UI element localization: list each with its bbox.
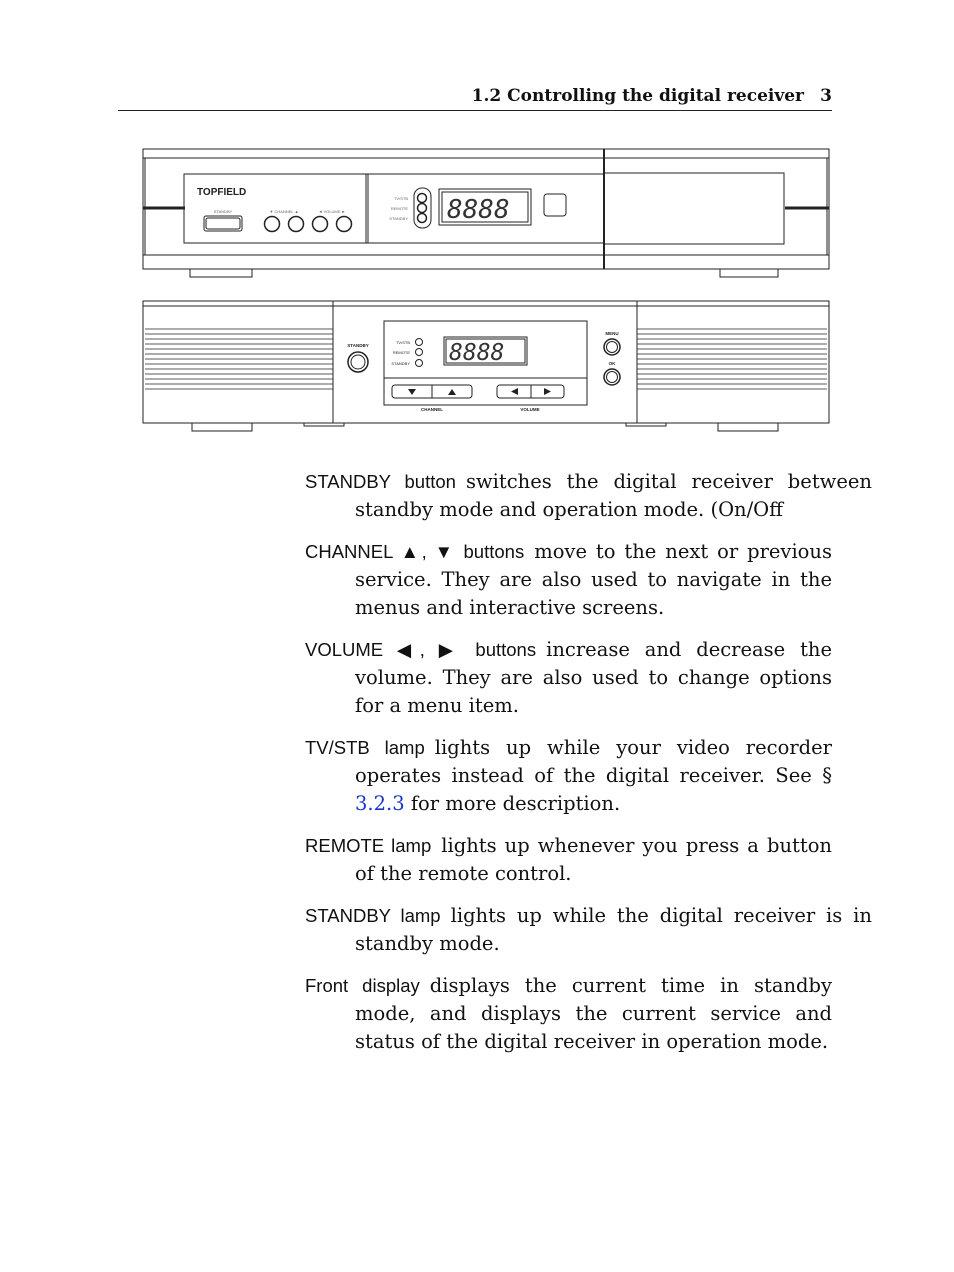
bottom-standby-label: STANDBY bbox=[347, 343, 369, 348]
running-header bbox=[118, 86, 832, 111]
term: CHANNEL ▲, ▼ buttons bbox=[305, 541, 525, 562]
bottom-standby-lamp-label: STANDBY bbox=[391, 361, 410, 366]
bottom-ok-label: OK bbox=[608, 361, 616, 366]
page-number: 3 bbox=[820, 86, 832, 106]
definition-list bbox=[305, 468, 872, 1070]
receiver-illustration bbox=[140, 146, 832, 436]
channel-up-icon bbox=[448, 389, 456, 395]
term: STANDBY button bbox=[305, 471, 456, 492]
term: STANDBY lamp bbox=[305, 905, 441, 926]
top-volume-label: ◄ VOLUME ► bbox=[318, 209, 346, 214]
top-channel-label: ▼ CHANNEL ▲ bbox=[269, 209, 299, 214]
bottom-menu-label: MENU bbox=[605, 331, 619, 336]
section-link[interactable]: 3.2.3 bbox=[355, 792, 405, 815]
definition-standby-lamp: STANDBY lamp lights up while the digital receiver is in standby mode. bbox=[305, 904, 872, 955]
definition-channel-buttons: CHANNEL ▲, ▼ buttons move to the next or previous service. They are also used to navigate in the menus and interactive screens. bbox=[305, 540, 832, 619]
term: VOLUME ◀, ▶ buttons bbox=[305, 639, 537, 660]
term: REMOTE lamp bbox=[305, 835, 432, 856]
top-standby-lamp-label: STANDBY bbox=[389, 216, 408, 221]
channel-down-icon bbox=[408, 389, 416, 395]
definition-volume-buttons: VOLUME ◀, ▶ buttons increase and decrease the volume. They are also used to change options for a menu item. bbox=[305, 638, 832, 717]
receiver-front-panel-figure bbox=[140, 146, 832, 436]
definition-remote-lamp: REMOTE lamp lights up whenever you press a button of the remote control. bbox=[305, 834, 832, 885]
volume-left-icon bbox=[511, 388, 518, 395]
bottom-tvstb-label: TV/STB bbox=[395, 340, 410, 345]
display-digits-top: 8888 bbox=[447, 195, 510, 225]
definition-standby-button: STANDBY button switches the digital receiver between standby mode and operation mode. (On/Off bbox=[305, 470, 872, 521]
display-digits-bottom: 8888 bbox=[449, 340, 505, 366]
brand-logo: TOPFIELD bbox=[197, 187, 247, 198]
term: TV/STB lamp bbox=[305, 737, 425, 758]
term: Front display bbox=[305, 975, 420, 996]
definition-front-display: Front display displays the current time in standby mode, and displays the current service and status of the digital receiver in operation mode. bbox=[305, 974, 832, 1053]
bottom-remote-label: REMOTE bbox=[392, 350, 410, 355]
section-title: 1.2 Controlling the digital receiver bbox=[471, 86, 804, 106]
definition-tvstb-lamp: TV/STB lamp lights up while your video recorder operates instead of the digital receiver. See § 3.2.3 for more description. bbox=[305, 736, 832, 815]
top-standby-label: STANDBY bbox=[213, 209, 233, 214]
bottom-channel-label: CHANNEL bbox=[421, 407, 443, 412]
top-tvstb-label: TV/STB bbox=[393, 196, 408, 201]
bottom-volume-label: VOLUME bbox=[520, 407, 540, 412]
volume-right-icon bbox=[544, 388, 551, 395]
top-remote-label: REMOTE bbox=[390, 206, 408, 211]
